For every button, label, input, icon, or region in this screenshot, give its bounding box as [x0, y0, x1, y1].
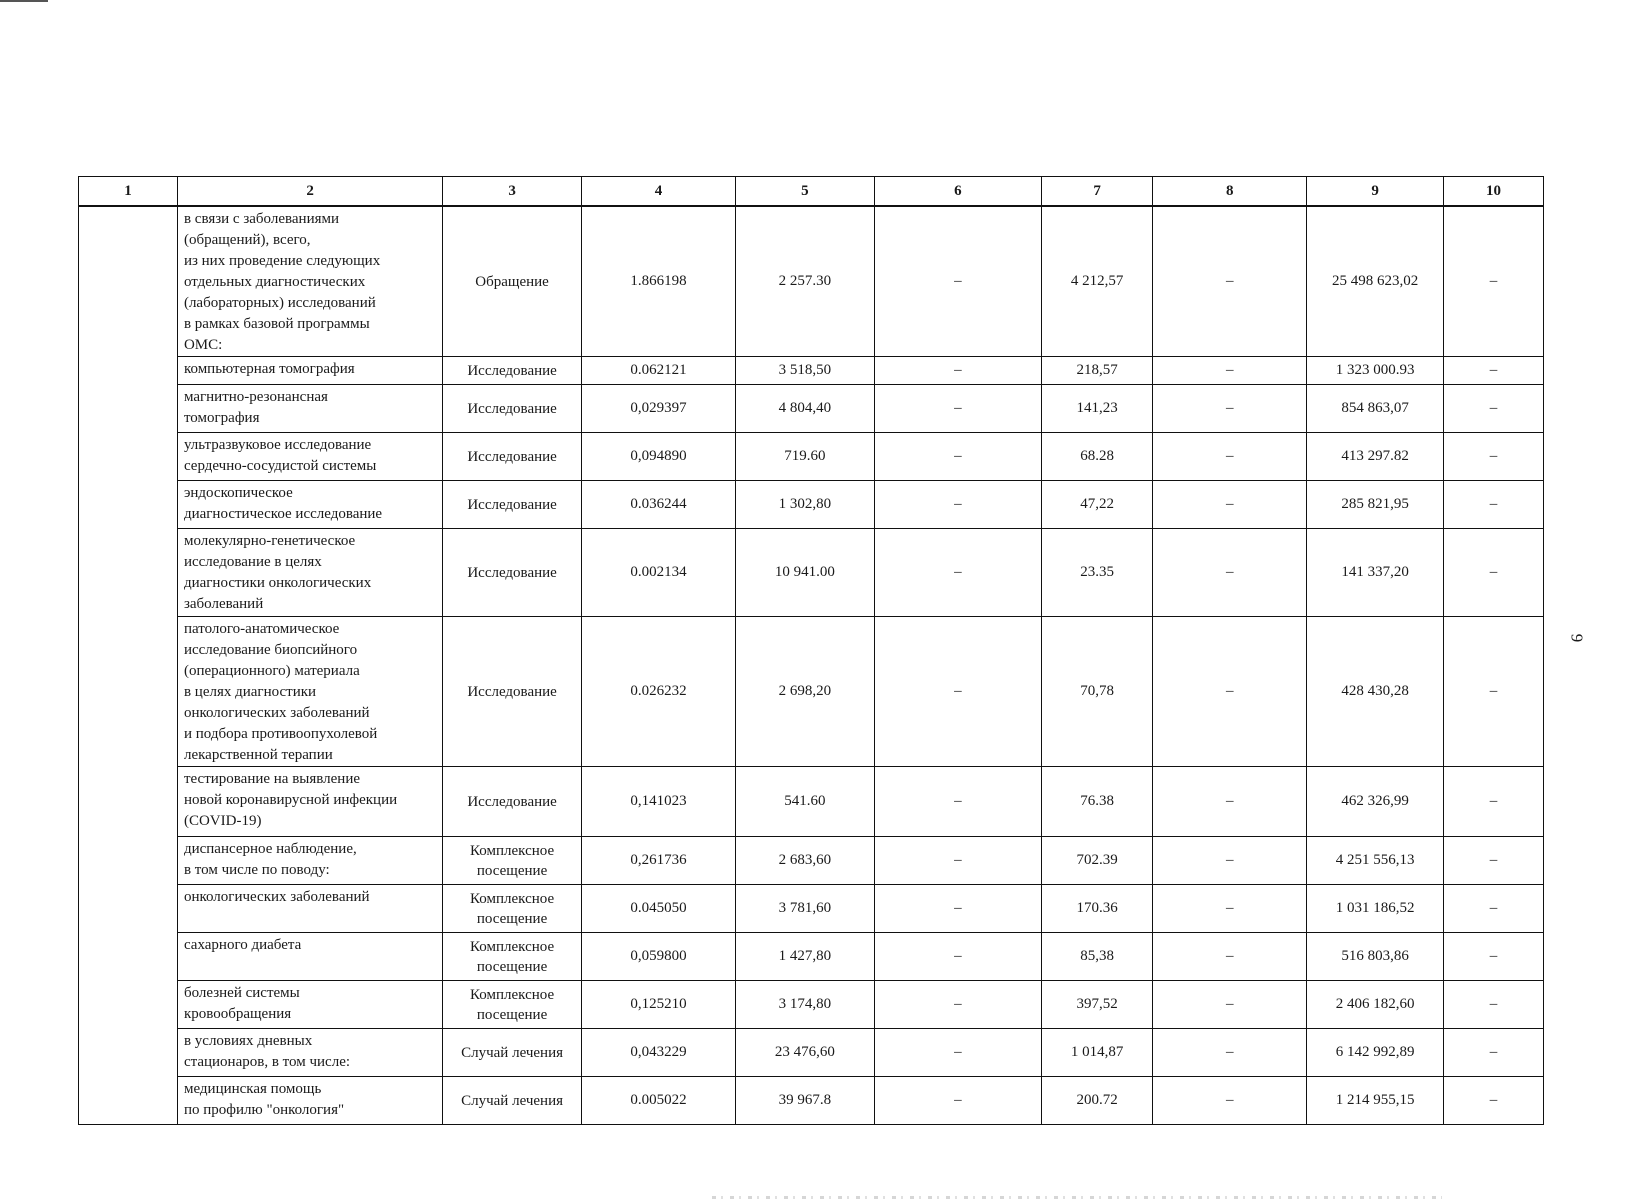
value-cell-c10: –: [1443, 837, 1543, 885]
value-cell-c5: 23 476,60: [735, 1029, 874, 1077]
value-cell-c4: 0.062121: [581, 357, 735, 385]
value-cell-c7: 141,23: [1042, 385, 1153, 433]
value-cell-c5: 39 967.8: [735, 1077, 874, 1125]
indicator-name-cell: патолого-анатомическое исследование биопсийного (операционного) материала в целях диагностики онкологических заболеваний и подбора противоопухолевой лекарственной терапии: [177, 617, 442, 767]
value-cell-c9: 428 430,28: [1307, 617, 1444, 767]
value-cell-c9: 516 803,86: [1307, 933, 1444, 981]
value-cell-c4: 0,029397: [581, 385, 735, 433]
value-cell-c7: 70,78: [1042, 617, 1153, 767]
value-cell-c10: –: [1443, 206, 1543, 357]
indicator-name-cell: ультразвуковое исследование сердечно-сосудистой системы: [177, 433, 442, 481]
value-cell-c5: 3 174,80: [735, 981, 874, 1029]
value-cell-c8: –: [1153, 433, 1307, 481]
value-cell-c4: 0,261736: [581, 837, 735, 885]
unit-cell: Обращение: [443, 206, 582, 357]
value-cell-c6: –: [874, 837, 1041, 885]
value-cell-c4: 0,094890: [581, 433, 735, 481]
value-cell-c5: 1 427,80: [735, 933, 874, 981]
scan-corner-mark: [0, 0, 48, 2]
value-cell-c8: –: [1153, 617, 1307, 767]
unit-cell: Исследование: [443, 385, 582, 433]
value-cell-c9: 4 251 556,13: [1307, 837, 1444, 885]
unit-cell: Исследование: [443, 481, 582, 529]
header-cell: 4: [581, 177, 735, 207]
table-row: [79, 617, 1544, 767]
indicator-name-cell: диспансерное наблюдение, в том числе по поводу:: [177, 837, 442, 885]
page-number: 9: [1567, 633, 1587, 643]
value-cell-c6: –: [874, 433, 1041, 481]
row-number-cell: [79, 1077, 178, 1125]
indicator-name-cell: в условиях дневных стационаров, в том числе:: [177, 1029, 442, 1077]
header-cell: 8: [1153, 177, 1307, 207]
value-cell-c7: 47,22: [1042, 481, 1153, 529]
header-cell: 10: [1443, 177, 1543, 207]
value-cell-c7: 170.36: [1042, 885, 1153, 933]
value-cell-c6: –: [874, 206, 1041, 357]
value-cell-c10: –: [1443, 885, 1543, 933]
value-cell-c10: –: [1443, 767, 1543, 837]
unit-cell: Комплексное посещение: [443, 933, 582, 981]
value-cell-c5: 4 804,40: [735, 385, 874, 433]
table-row: [79, 1077, 1544, 1125]
value-cell-c6: –: [874, 767, 1041, 837]
value-cell-c8: –: [1153, 1029, 1307, 1077]
unit-cell: Комплексное посещение: [443, 885, 582, 933]
indicator-name-cell: тестирование на выявление новой коронавирусной инфекции (COVID-19): [177, 767, 442, 837]
table-row: [79, 481, 1544, 529]
value-cell-c8: –: [1153, 1077, 1307, 1125]
indicator-name-cell: компьютерная томография: [177, 357, 442, 385]
value-cell-c10: –: [1443, 385, 1543, 433]
unit-cell: Исследование: [443, 617, 582, 767]
value-cell-c8: –: [1153, 767, 1307, 837]
indicator-name-cell: медицинская помощь по профилю "онкология": [177, 1077, 442, 1125]
value-cell-c9: 413 297.82: [1307, 433, 1444, 481]
header-cell: 7: [1042, 177, 1153, 207]
value-cell-c7: 200.72: [1042, 1077, 1153, 1125]
table-row: [79, 885, 1544, 933]
table-row: [79, 433, 1544, 481]
header-cell: 6: [874, 177, 1041, 207]
row-number-cell: [79, 767, 178, 837]
value-cell-c9: 6 142 992,89: [1307, 1029, 1444, 1077]
unit-cell: Исследование: [443, 529, 582, 617]
header-row: [79, 177, 1544, 207]
value-cell-c9: 854 863,07: [1307, 385, 1444, 433]
unit-cell: Комплексное посещение: [443, 981, 582, 1029]
value-cell-c10: –: [1443, 933, 1543, 981]
value-cell-c5: 1 302,80: [735, 481, 874, 529]
value-cell-c7: 68.28: [1042, 433, 1153, 481]
header-cell: 1: [79, 177, 178, 207]
value-cell-c9: 1 031 186,52: [1307, 885, 1444, 933]
value-cell-c5: 3 518,50: [735, 357, 874, 385]
value-cell-c10: –: [1443, 1077, 1543, 1125]
row-number-cell: [79, 481, 178, 529]
indicator-name-cell: болезней системы кровообращения: [177, 981, 442, 1029]
unit-cell: Исследование: [443, 357, 582, 385]
value-cell-c7: 4 212,57: [1042, 206, 1153, 357]
value-cell-c5: 3 781,60: [735, 885, 874, 933]
value-cell-c4: 0,125210: [581, 981, 735, 1029]
value-cell-c5: 2 683,60: [735, 837, 874, 885]
header-cell: 2: [177, 177, 442, 207]
row-number-cell: [79, 529, 178, 617]
value-cell-c6: –: [874, 1029, 1041, 1077]
value-cell-c10: –: [1443, 529, 1543, 617]
value-cell-c8: –: [1153, 206, 1307, 357]
value-cell-c4: 0,043229: [581, 1029, 735, 1077]
row-number-cell: [79, 385, 178, 433]
value-cell-c7: 218,57: [1042, 357, 1153, 385]
value-cell-c4: 0.045050: [581, 885, 735, 933]
unit-cell: Случай лечения: [443, 1077, 582, 1125]
value-cell-c5: 2 698,20: [735, 617, 874, 767]
unit-cell: Исследование: [443, 433, 582, 481]
table-row: [79, 767, 1544, 837]
table-row: [79, 529, 1544, 617]
row-number-cell: [79, 617, 178, 767]
value-cell-c4: 0.005022: [581, 1077, 735, 1125]
value-cell-c10: –: [1443, 617, 1543, 767]
table-row: [79, 981, 1544, 1029]
unit-cell: Случай лечения: [443, 1029, 582, 1077]
value-cell-c5: 2 257.30: [735, 206, 874, 357]
value-cell-c8: –: [1153, 529, 1307, 617]
value-cell-c4: 0,059800: [581, 933, 735, 981]
value-cell-c6: –: [874, 617, 1041, 767]
value-cell-c8: –: [1153, 357, 1307, 385]
value-cell-c7: 702.39: [1042, 837, 1153, 885]
value-cell-c8: –: [1153, 837, 1307, 885]
table-row: [79, 206, 1544, 357]
row-number-cell: [79, 1029, 178, 1077]
value-cell-c9: 1 214 955,15: [1307, 1077, 1444, 1125]
value-cell-c8: –: [1153, 885, 1307, 933]
value-cell-c6: –: [874, 1077, 1041, 1125]
value-cell-c7: 397,52: [1042, 981, 1153, 1029]
value-cell-c6: –: [874, 933, 1041, 981]
value-cell-c8: –: [1153, 933, 1307, 981]
table-row: [79, 1029, 1544, 1077]
value-cell-c10: –: [1443, 1029, 1543, 1077]
value-cell-c9: 25 498 623,02: [1307, 206, 1444, 357]
row-number-cell: [79, 206, 178, 357]
value-cell-c6: –: [874, 981, 1041, 1029]
value-cell-c4: 0.026232: [581, 617, 735, 767]
value-cell-c5: 541.60: [735, 767, 874, 837]
indicator-name-cell: магнитно-резонансная томография: [177, 385, 442, 433]
value-cell-c8: –: [1153, 981, 1307, 1029]
value-cell-c5: 719.60: [735, 433, 874, 481]
unit-cell: Комплексное посещение: [443, 837, 582, 885]
header-cell: 5: [735, 177, 874, 207]
value-cell-c9: 462 326,99: [1307, 767, 1444, 837]
value-cell-c9: 1 323 000.93: [1307, 357, 1444, 385]
value-cell-c10: –: [1443, 481, 1543, 529]
value-cell-c9: 141 337,20: [1307, 529, 1444, 617]
row-number-cell: [79, 357, 178, 385]
indicator-name-cell: молекулярно-генетическое исследование в целях диагностики онкологических заболеваний: [177, 529, 442, 617]
table-body: [79, 206, 1544, 1125]
value-cell-c4: 0,141023: [581, 767, 735, 837]
indicator-name-cell: эндоскопическое диагностическое исследование: [177, 481, 442, 529]
table-row: [79, 357, 1544, 385]
value-cell-c6: –: [874, 885, 1041, 933]
value-cell-c10: –: [1443, 433, 1543, 481]
value-cell-c10: –: [1443, 981, 1543, 1029]
value-cell-c4: 1.866198: [581, 206, 735, 357]
table-row: [79, 933, 1544, 981]
value-cell-c8: –: [1153, 385, 1307, 433]
value-cell-c6: –: [874, 529, 1041, 617]
value-cell-c6: –: [874, 357, 1041, 385]
value-cell-c6: –: [874, 385, 1041, 433]
row-number-cell: [79, 837, 178, 885]
row-number-cell: [79, 981, 178, 1029]
header-cell: 9: [1307, 177, 1444, 207]
value-cell-c4: 0.036244: [581, 481, 735, 529]
data-table: [78, 176, 1544, 1125]
scan-noise-line: [712, 1196, 1442, 1199]
value-cell-c6: –: [874, 481, 1041, 529]
value-cell-c7: 1 014,87: [1042, 1029, 1153, 1077]
value-cell-c4: 0.002134: [581, 529, 735, 617]
value-cell-c7: 76.38: [1042, 767, 1153, 837]
indicator-name-cell: сахарного диабета: [177, 933, 442, 981]
value-cell-c9: 2 406 182,60: [1307, 981, 1444, 1029]
table-row: [79, 837, 1544, 885]
indicator-name-cell: онкологических заболеваний: [177, 885, 442, 933]
value-cell-c7: 85,38: [1042, 933, 1153, 981]
value-cell-c8: –: [1153, 481, 1307, 529]
row-number-cell: [79, 433, 178, 481]
unit-cell: Исследование: [443, 767, 582, 837]
row-number-cell: [79, 885, 178, 933]
header-cell: 3: [443, 177, 582, 207]
value-cell-c7: 23.35: [1042, 529, 1153, 617]
value-cell-c9: 285 821,95: [1307, 481, 1444, 529]
table-row: [79, 385, 1544, 433]
indicator-name-cell: в связи с заболеваниями (обращений), всего, из них проведение следующих отдельных диагностических (лабораторных) исследований в рамках базовой программы ОМС:: [177, 206, 442, 357]
value-cell-c5: 10 941.00: [735, 529, 874, 617]
value-cell-c10: –: [1443, 357, 1543, 385]
row-number-cell: [79, 933, 178, 981]
